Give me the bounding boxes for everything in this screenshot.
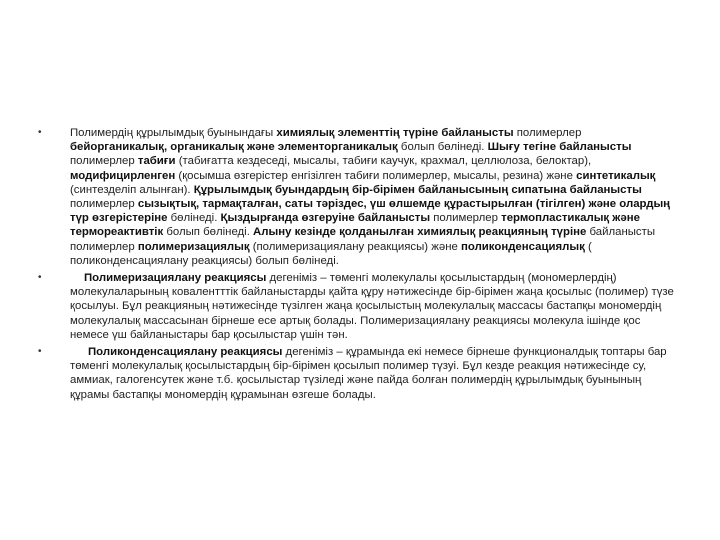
bold-segment: Полимеризациялану реакциясы xyxy=(84,272,267,285)
text-segment: дегеніміз – төменгі молекулалы қосылыстардың (мономерлердің) молекулаларының ковалентттік байланыстарды қайта құру нәтижесінде бір-бірімен жаңа қосылыс (полимер) түзе қосылуы. Бұл реакцияның нәтижесінде түзілген жаңа қосылыстың молекулалық массасы бастапқы мономердің молекулалық массасынан бірнеше есе артық болады. Полимеризациялану реакциясы молекула ішінде қос немесе үш байланыстары бар қосылыстар үшін тән. xyxy=(70,272,674,341)
text-segment: (синтезделіп алынған). xyxy=(70,183,194,196)
bullet-text xyxy=(70,346,667,401)
bold-segment: Қыздырғанда өзгеруіне байланысты xyxy=(220,212,431,225)
bold-segment: модифицирленген xyxy=(70,169,176,182)
text-segment: бөлінеді. xyxy=(167,212,221,225)
text-segment: полимерлер xyxy=(70,198,138,211)
bold-segment: синтетикалық xyxy=(576,169,656,182)
text-segment: полимерлер xyxy=(70,155,138,168)
bullet-item-polycondensation xyxy=(38,345,678,402)
bullet-dot: • xyxy=(38,272,42,284)
bold-segment: сызықтық, тармақталған, саты тәріздес, үш өлшемде құрастырылған (тігілген) және олардың түр өзгерістеріне xyxy=(70,198,671,225)
text-segment: дегеніміз – құрамында екі немесе бірнеше функционалдық топтары бар төменгі молекулалық қосылыстардың бір-бірімен қосылып полимер түзуі. Бұл кезде реакция нәтижесінде су, аммиак, галогенсутек және т.б. қосылыстар түзіледі және пайда болған полимердің құрылымдық буынының құрамы бастапқы мономердің құрамынан өзгеше болады. xyxy=(70,346,667,401)
text-segment: байланысты полимерлер xyxy=(70,226,656,253)
bullet-dot: • xyxy=(38,346,42,358)
text-segment: полимерлер xyxy=(430,212,502,225)
text-segment: ( поликонденсациялану реакциясы) болып бөлінеді. xyxy=(70,240,592,267)
text-segment: Полимердің құрылымдық буынындағы xyxy=(70,127,277,139)
bold-segment: химиялық элементтің түріне байланысты xyxy=(276,127,514,139)
bullet-text xyxy=(70,272,674,341)
bold-segment: табиғи xyxy=(137,155,176,168)
bold-segment: Шығу тегіне байланысты xyxy=(487,141,632,154)
bullet-item-polymerization xyxy=(38,271,678,342)
bullet-list xyxy=(38,126,678,405)
bold-segment: Поликонденсациялану реакциясы xyxy=(88,346,283,359)
text-segment: (полимеризациялану реакциясы) және xyxy=(249,240,462,253)
bullet-text xyxy=(70,127,670,267)
bold-segment: Алыну кезінде қолданылған химиялық реакцияның түріне xyxy=(253,226,587,239)
bold-segment: бейорганикалық, органикалық және элементорганикалық xyxy=(70,141,398,154)
text-segment: (қосымша өзгерістер енгізілген табиғи полимерлер, мысалы, резина) және xyxy=(175,169,577,182)
bold-segment: термопластикалық және термореактивтік xyxy=(70,212,640,239)
bold-segment: Құрылымдық буындардың бір-бірімен байланысының сипатына байланысты xyxy=(193,183,642,196)
bold-segment: полимеризациялық xyxy=(137,240,250,253)
bold-segment: поликонденсациялық xyxy=(461,240,585,253)
bullet-item-classification xyxy=(38,126,678,268)
text-segment: (табиғатта кездеседі, мысалы, табиғи каучук, крахмал, целлюлоза, белоктар), xyxy=(175,155,592,168)
text-segment: болып бөлінеді. xyxy=(163,226,254,239)
text-segment: полимерлер xyxy=(513,127,582,139)
text-segment: болып бөлінеді. xyxy=(397,141,488,154)
bullet-dot: • xyxy=(38,127,42,138)
